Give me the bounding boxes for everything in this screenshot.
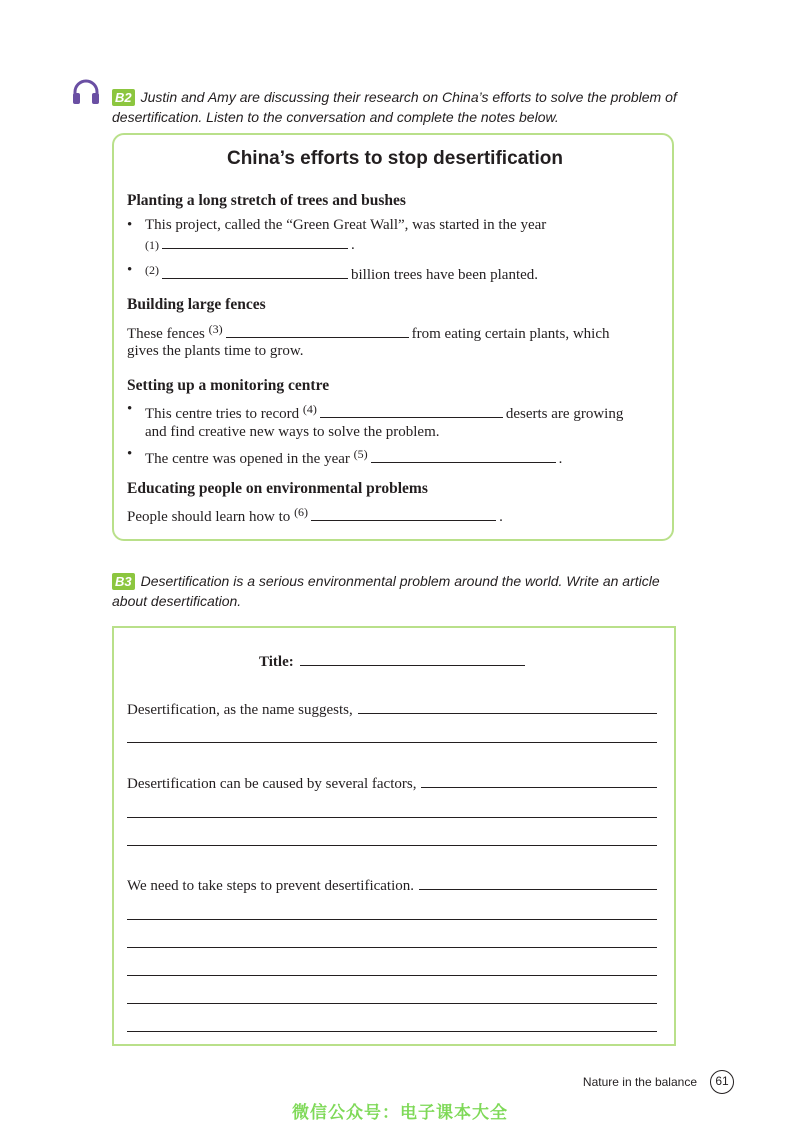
answer-line-1 [145,234,355,256]
answer-blank-4[interactable] [320,403,503,418]
period: . [558,451,563,467]
section-name: Nature in the balance [582,1075,697,1089]
writing-line[interactable] [358,699,657,714]
b3-instruction [112,571,682,611]
writing-line[interactable] [127,975,657,976]
text-segment: These fences [127,326,205,342]
answer-blank-5[interactable] [371,448,556,463]
answer-blank-2[interactable] [162,264,348,279]
section-heading-trees: Planting a long stretch of trees and bushes [127,192,406,209]
b2-badge: B2 [112,89,135,106]
answer-number: (6) [294,505,309,519]
bullet-item [127,443,672,470]
writing-line[interactable] [127,817,657,818]
writing-line[interactable] [127,742,657,743]
bullet-item [127,259,667,286]
article-title-row [259,651,528,673]
writing-line[interactable] [419,875,657,890]
article-box [112,626,676,1046]
educating-text [127,501,503,528]
article-paragraph-1 [127,699,657,721]
writing-line[interactable] [127,845,657,846]
b3-badge: B3 [112,573,135,590]
prompt-text: Desertification can be caused by several factors, [127,776,417,792]
writing-line[interactable] [127,1031,657,1032]
bullet-icon: • [127,446,133,462]
answer-number: (4) [302,402,317,416]
bullet-text: billion trees have been planted. [351,267,539,283]
bullet-text: This project, called the “Green Great Wall”, was started in the year [145,217,547,233]
bullet-icon: • [127,401,133,417]
notes-title: China’s efforts to stop desertification [226,148,564,169]
article-paragraph-3 [127,875,657,897]
answer-blank-6[interactable] [311,506,496,521]
answer-number: (5) [353,447,368,461]
watermark-text: 微信公众号：电子课本大全 [292,1103,508,1123]
text-segment: The centre was opened in the year [145,451,350,467]
b2-instruction [112,87,682,127]
fences-text-line2: gives the plants time to grow. [127,343,304,359]
answer-number: (3) [208,322,223,336]
text-segment: People should learn how to [127,509,291,525]
answer-blank-1[interactable] [162,234,348,249]
monitoring-text-line2: and find creative new ways to solve the problem. [145,424,440,440]
bullet-icon: • [127,217,133,233]
b2-instruction-text: Justin and Amy are discussing their research on China’s efforts to solve the problem of desertification. Listen to the conversation and complete the notes below. [112,89,677,125]
section-heading-fences: Building large fences [127,296,266,313]
bullet-icon: • [127,262,133,278]
answer-blank-3[interactable] [226,323,409,338]
bullet-item [127,214,667,236]
writing-line[interactable] [127,947,657,948]
answer-number: (1) [145,238,159,252]
title-input[interactable] [300,651,525,666]
b3-instruction-text: Desertification is a serious environmental problem around the world. Write an article about desertification. [112,573,660,609]
writing-line[interactable] [127,919,657,920]
text-segment: deserts are growing [505,406,624,422]
title-label: Title: [259,654,294,670]
section-heading-monitoring: Setting up a monitoring centre [127,377,330,394]
section-heading-educating: Educating people on environmental problems [127,480,428,497]
text-segment: from eating certain plants, which [411,326,610,342]
headphones-icon [70,76,102,108]
text-segment: This centre tries to record [145,406,300,422]
writing-line[interactable] [127,1003,657,1004]
period: . [499,509,503,525]
article-paragraph-2 [127,773,657,795]
period: . [351,237,355,253]
page-number: 61 [710,1070,734,1094]
answer-number: (2) [145,263,159,277]
prompt-text: Desertification, as the name suggests, [127,702,353,718]
writing-line[interactable] [421,773,657,788]
prompt-text: We need to take steps to prevent desertification. [127,878,415,894]
